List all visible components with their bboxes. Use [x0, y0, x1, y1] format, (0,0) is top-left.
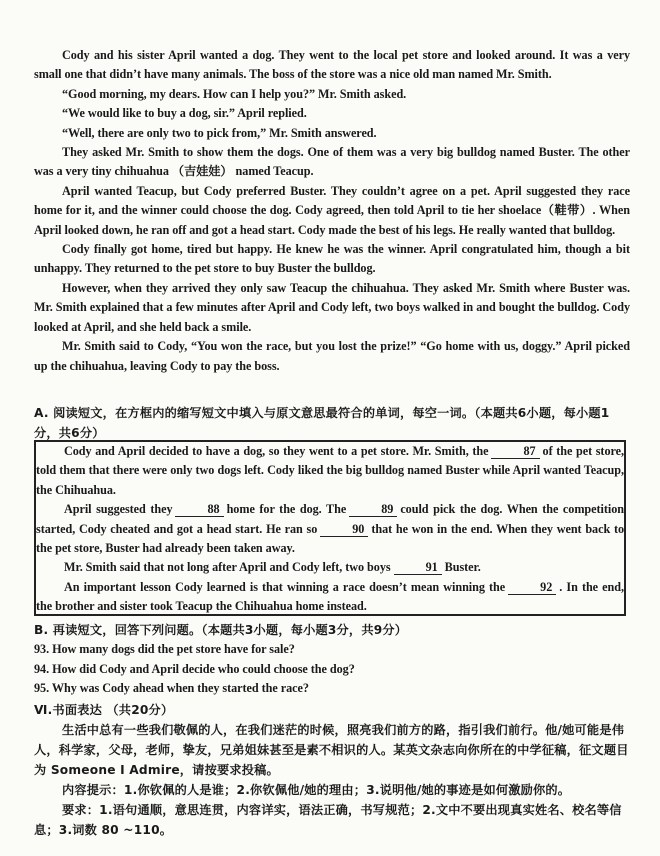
passage-paragraph: “Good morning, my dears. How can I help you?” Mr. Smith asked.	[62, 86, 407, 101]
passage-paragraph: However, when they arrived they only saw Teacup the chihuahua. They asked Mr. Smith where Buster was. Mr. Smith explained that a few minutes after April and Cody left, two boys walked in and bought the bulldog. Cody looked at April, and she held back a smile.	[34, 280, 630, 334]
section-b	[34, 620, 630, 699]
blank-90[interactable]: 90	[320, 522, 368, 537]
summary-paragraph	[36, 442, 624, 500]
writing-requirements: 要求：1.语句通顺，意思连贯，内容详实，语法正确，书写规范；2.文中不要出现真实姓名、校名等信息；3.词数 80 ~110。	[34, 803, 622, 837]
writing-hints: 内容提示：1.你钦佩的人是谁；2.你钦佩他/她的理由；3.说明他/她的事迹是如何激励你的。	[62, 783, 571, 797]
question-94: 94. How did Cody and April decide who could choose the dog?	[34, 661, 355, 676]
passage-paragraph: April wanted Teacup, but Cody preferred Buster. They couldn’t agree on a pet. April suggested they race home for it, and the winner could choose the dog. Cody agreed, then told April to tie her shoelace（鞋带）. When April looked down, he ran off and got a head start. Cody made the best of his legs. He really wanted that bulldog.	[34, 183, 630, 237]
section-b-instruction: B. 再读短文，回答下列问题。（本题共3小题，每小题3分，共9分）	[34, 623, 408, 637]
blank-92[interactable]: 92	[508, 580, 556, 595]
passage-paragraph: “Well, there are only two to pick from,” Mr. Smith answered.	[62, 125, 377, 140]
reading-passage	[34, 46, 630, 376]
summary-text: . In the end, the brother and sister took Teacup the Chihuahua home instead.	[36, 579, 624, 614]
summary-text: could pick the dog. When the competition started, Cody cheated and got a head start. He ran so	[36, 502, 624, 536]
passage-paragraph: Mr. Smith said to Cody, “You won the race, but you lost the prize!” “Go home with us, doggy.” April picked up the chihuahua, leaving Cody to pay the boss.	[34, 339, 630, 373]
question-95: 95. Why was Cody ahead when they started the race?	[34, 681, 309, 696]
writing-section	[34, 700, 630, 840]
blank-89[interactable]: 89	[349, 502, 397, 517]
summary-text: April suggested they	[64, 502, 173, 517]
summary-text: Cody and April decided to have a dog, so they went to a pet store. Mr. Smith, the	[64, 444, 489, 458]
writing-heading: Ⅵ.书面表达 （共20分）	[34, 703, 174, 717]
passage-paragraph: Cody and his sister April wanted a dog. They went to the local pet store and looked around. It was a very small one that didn’t have many animals. The boss of the store was a nice old man named Mr. Smith.	[34, 48, 630, 82]
blank-88[interactable]: 88	[175, 502, 223, 517]
summary-paragraph	[36, 578, 624, 617]
section-a-instruction: A. 阅读短文，在方框内的缩写短文中填入与原文意思最符合的单词，每空一词。（本题共6小题，每小题1分，共6分）	[34, 406, 610, 440]
writing-prompt: 生活中总有一些我们敬佩的人，在我们迷茫的时候，照亮我们前方的路，指引我们前行。他/她可能是伟人，科学家，父母，老师，挚友，兄弟姐妹甚至是素不相识的人。某英文杂志向你所在的中学征稿，征文题目为 Someone I Admire，请按要求投稿。	[34, 723, 629, 777]
summary-text: of the pet store, told them that there were only two dogs left. Cody liked the big bulldog named Buster while April wanted Teacup, the Chihuahua.	[36, 444, 624, 497]
summary-text: An important lesson Cody learned is that winning a race doesn’t mean winning the	[64, 579, 506, 594]
blank-91[interactable]: 91	[394, 560, 442, 575]
summary-paragraph	[36, 558, 624, 577]
blank-87[interactable]: 87	[491, 444, 539, 459]
question-93: 93. How many dogs did the pet store have for sale?	[34, 642, 295, 656]
summary-paragraph	[36, 500, 624, 558]
summary-text: Mr. Smith said that not long after April and Cody left, two boys	[64, 560, 391, 575]
passage-paragraph: They asked Mr. Smith to show them the dogs. One of them was a very big bulldog named Buster. The other was a very tiny chihuahua （吉娃娃） named Teacup.	[34, 145, 630, 179]
summary-text: that he won in the end. When they went back to the pet store, Buster had already been taken away.	[36, 521, 624, 556]
summary-box	[34, 440, 626, 616]
summary-text: Buster.	[444, 560, 481, 575]
summary-text: home for the dog. The	[226, 502, 347, 517]
passage-paragraph: “We would like to buy a dog, sir.” April replied.	[62, 106, 307, 121]
passage-paragraph: Cody finally got home, tired but happy. He knew he was the winner. April congratulated him, though a bit unhappy. They returned to the pet store to buy Buster the bulldog.	[34, 242, 630, 276]
